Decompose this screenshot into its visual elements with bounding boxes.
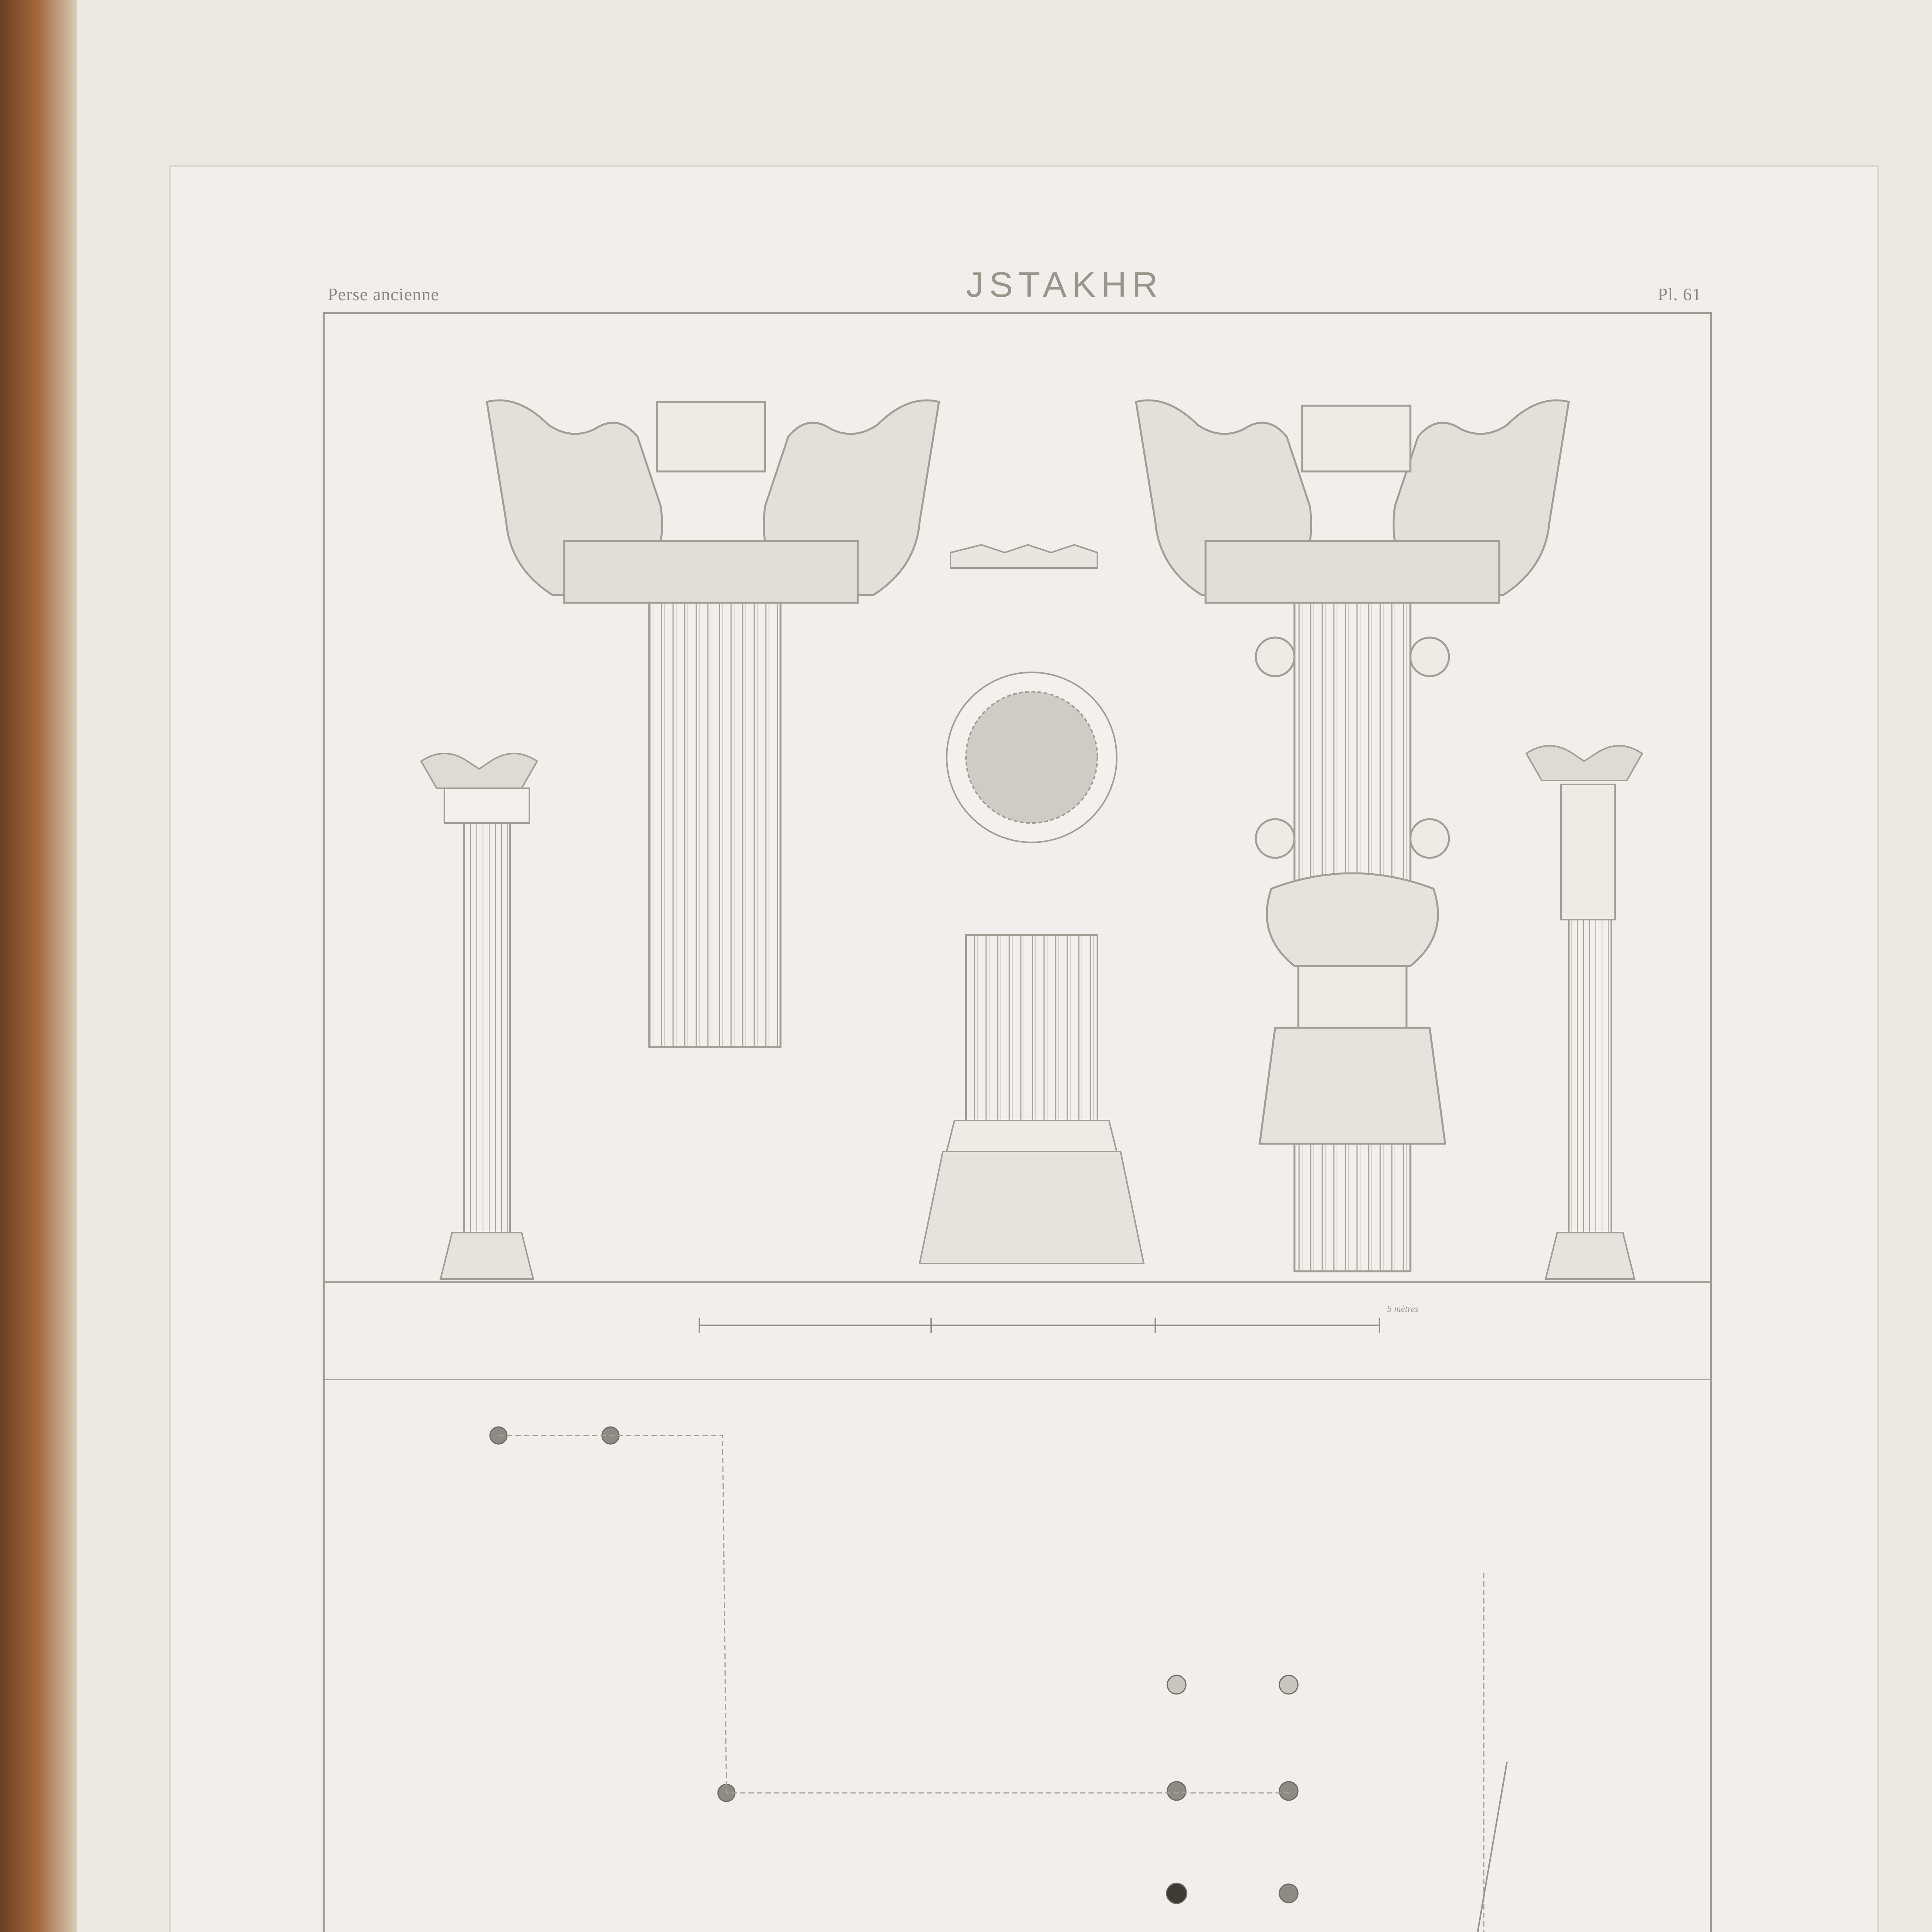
header-left-label: Perse ancienne — [328, 284, 439, 304]
scale-label-upper: 5 mètres — [1387, 1304, 1419, 1314]
plate-number: Pl. 61 — [1658, 284, 1702, 304]
plate-title: JSTAKHR — [966, 265, 1163, 304]
